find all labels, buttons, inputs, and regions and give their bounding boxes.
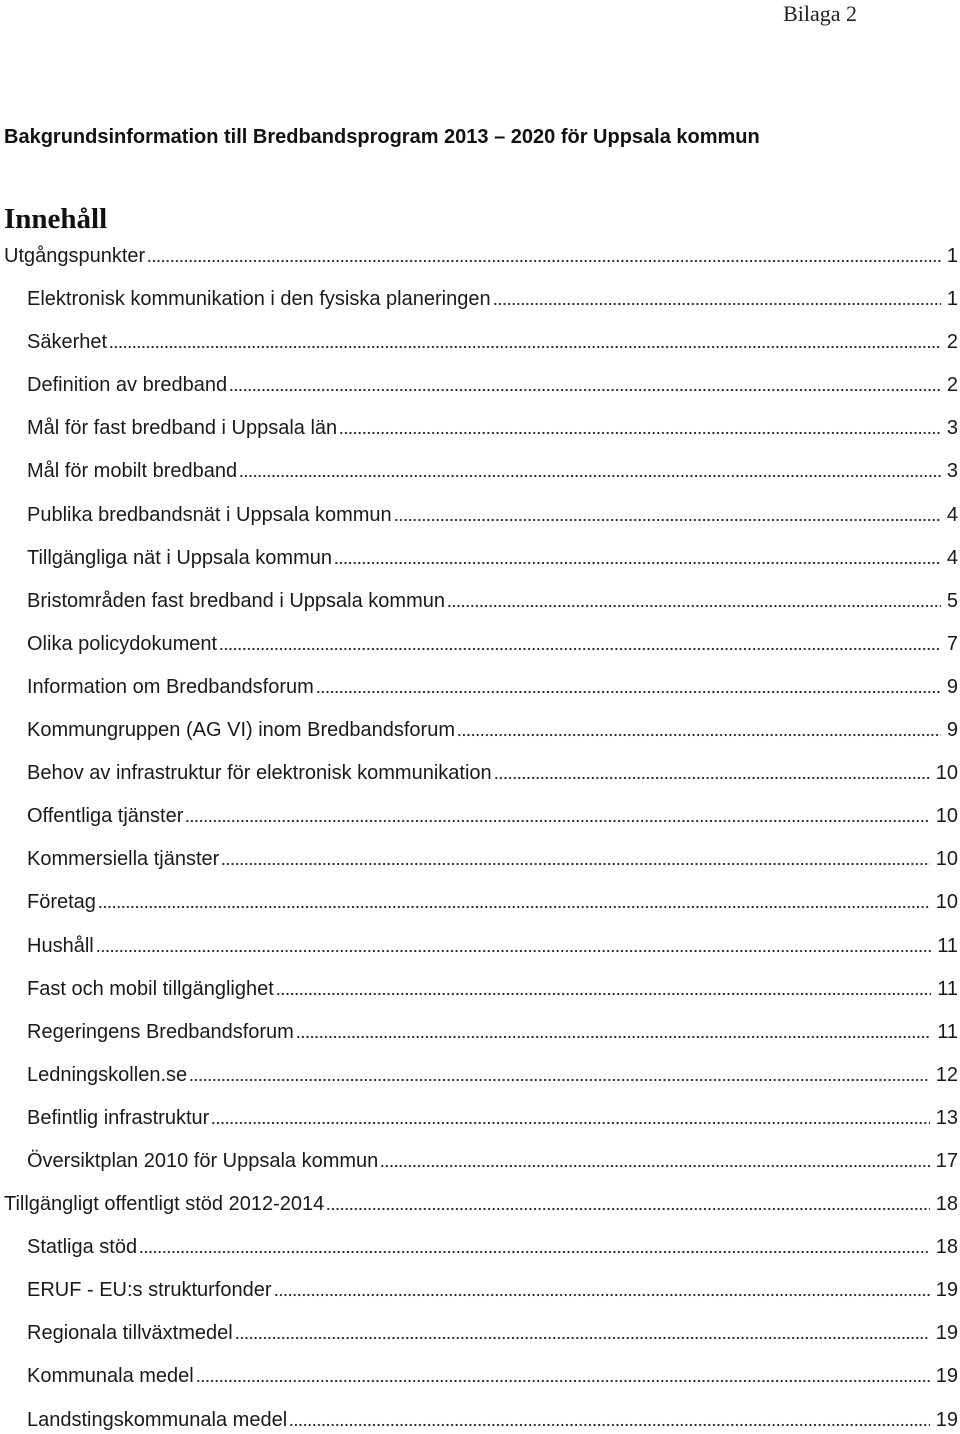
dot-leader bbox=[493, 302, 941, 306]
toc-entry[interactable] bbox=[0, 716, 960, 744]
toc-entry-page-number: 12 bbox=[935, 1063, 958, 1086]
toc-entry[interactable] bbox=[0, 1319, 960, 1347]
dot-leader bbox=[239, 474, 941, 478]
dot-leader bbox=[316, 690, 941, 694]
toc-entry-page-number: 13 bbox=[935, 1106, 958, 1129]
toc-entry-label: Definition av bredband bbox=[27, 374, 228, 397]
toc-entry-page-number: 19 bbox=[935, 1408, 958, 1431]
toc-entry-page-number: 10 bbox=[935, 762, 958, 785]
toc-entry[interactable] bbox=[0, 242, 960, 270]
attachment-label: Bilaga 2 bbox=[783, 1, 857, 26]
toc-entry-page-number: 3 bbox=[946, 460, 958, 483]
toc-entry[interactable] bbox=[0, 888, 960, 916]
toc-entry-page-number: 7 bbox=[946, 632, 958, 655]
toc-entry-page-number: 10 bbox=[935, 805, 958, 828]
toc-entry-page-number: 5 bbox=[946, 589, 958, 612]
toc-entry-page-number: 11 bbox=[937, 934, 958, 957]
dot-leader bbox=[447, 604, 941, 608]
toc-entry[interactable] bbox=[0, 1061, 960, 1089]
dot-leader bbox=[221, 862, 929, 866]
toc-entry-label: Säkerhet bbox=[27, 331, 108, 354]
dot-leader bbox=[109, 345, 941, 349]
dot-leader bbox=[494, 776, 930, 780]
dot-leader bbox=[235, 1336, 930, 1340]
toc-entry-label: Publika bredbandsnät i Uppsala kommun bbox=[27, 503, 392, 526]
dot-leader bbox=[380, 1164, 929, 1168]
toc-entry-label: Regeringens Bredbandsforum bbox=[27, 1020, 294, 1043]
toc-entry-label: Kommunala medel bbox=[27, 1365, 194, 1388]
toc-entry-page-number: 19 bbox=[935, 1322, 958, 1345]
toc-entry[interactable] bbox=[0, 501, 960, 529]
toc-entry[interactable] bbox=[0, 414, 960, 442]
toc-entry-label: ERUF - EU:s strukturfonder bbox=[27, 1279, 272, 1302]
dot-leader bbox=[211, 1121, 929, 1125]
toc-entry[interactable] bbox=[0, 1362, 960, 1390]
dot-leader bbox=[457, 733, 941, 737]
toc-entry-label: Hushåll bbox=[27, 934, 94, 957]
dot-leader bbox=[147, 259, 941, 263]
dot-leader bbox=[196, 1379, 930, 1383]
dot-leader bbox=[96, 949, 932, 953]
toc-entry[interactable] bbox=[0, 759, 960, 787]
toc-entry-label: Information om Bredbandsforum bbox=[27, 675, 314, 698]
dot-leader bbox=[98, 905, 930, 909]
toc-entry-page-number: 2 bbox=[946, 331, 958, 354]
toc-entry-page-number: 3 bbox=[946, 417, 958, 440]
toc-entry-label: Fast och mobil tillgänglighet bbox=[27, 977, 274, 1000]
toc-entry-label: Behov av infrastruktur för elektronisk kommunikation bbox=[27, 762, 492, 785]
toc-heading: Innehåll bbox=[4, 203, 108, 235]
dot-leader bbox=[339, 431, 941, 435]
dot-leader bbox=[326, 1207, 930, 1211]
dot-leader bbox=[394, 518, 941, 522]
document-title: Bakgrundsinformation till Bredbandsprogram 2013 – 2020 för Uppsala kommun bbox=[4, 126, 760, 148]
toc-entry[interactable] bbox=[0, 1018, 960, 1046]
toc-entry-label: Regionala tillväxtmedel bbox=[27, 1322, 233, 1345]
toc-entry-page-number: 9 bbox=[946, 675, 958, 698]
toc-entry-page-number: 4 bbox=[946, 546, 958, 569]
dot-leader bbox=[139, 1250, 930, 1254]
dot-leader bbox=[229, 388, 941, 392]
dot-leader bbox=[296, 1035, 931, 1039]
toc-entry-label: Bristområden fast bredband i Uppsala kommun bbox=[27, 589, 445, 612]
toc-entry-label: Tillgängligt offentligt stöd 2012-2014 bbox=[4, 1193, 325, 1216]
table-of-contents bbox=[0, 242, 960, 1434]
dot-leader bbox=[189, 1078, 930, 1082]
dot-leader bbox=[334, 561, 941, 565]
toc-entry-page-number: 10 bbox=[935, 848, 958, 871]
toc-entry[interactable] bbox=[0, 285, 960, 313]
toc-entry[interactable] bbox=[0, 673, 960, 701]
toc-entry[interactable] bbox=[0, 1233, 960, 1261]
dot-leader bbox=[219, 647, 941, 651]
toc-entry[interactable] bbox=[0, 1104, 960, 1132]
toc-entry-label: Översiktplan 2010 för Uppsala kommun bbox=[27, 1149, 379, 1172]
toc-entry-label: Landstingskommunala medel bbox=[27, 1408, 288, 1431]
toc-entry[interactable] bbox=[0, 328, 960, 356]
toc-entry-page-number: 19 bbox=[935, 1279, 958, 1302]
toc-entry-label: Offentliga tjänster bbox=[27, 805, 184, 828]
toc-entry[interactable] bbox=[0, 457, 960, 485]
dot-leader bbox=[289, 1423, 930, 1427]
toc-entry-label: Befintlig infrastruktur bbox=[27, 1106, 210, 1129]
toc-entry[interactable] bbox=[0, 1406, 960, 1434]
toc-entry-page-number: 1 bbox=[946, 245, 958, 267]
toc-entry-page-number: 19 bbox=[935, 1365, 958, 1388]
toc-entry-label: Kommersiella tjänster bbox=[27, 848, 220, 871]
toc-entry[interactable] bbox=[0, 1190, 960, 1218]
toc-entry-label: Företag bbox=[27, 891, 96, 914]
toc-entry-page-number: 1 bbox=[946, 288, 958, 311]
toc-entry-page-number: 18 bbox=[935, 1236, 958, 1259]
toc-entry-page-number: 17 bbox=[935, 1149, 958, 1172]
toc-entry-label: Mål för mobilt bredband bbox=[27, 460, 238, 483]
toc-entry-label: Tillgängliga nät i Uppsala kommun bbox=[27, 546, 332, 569]
toc-entry-page-number: 10 bbox=[935, 891, 958, 914]
toc-entry-page-number: 11 bbox=[937, 1020, 958, 1043]
dot-leader bbox=[276, 992, 931, 996]
toc-entry-label: Olika policydokument bbox=[27, 632, 218, 655]
toc-entry-page-number: 9 bbox=[946, 719, 958, 742]
toc-entry-label: Elektronisk kommunikation i den fysiska planeringen bbox=[27, 288, 491, 311]
toc-entry[interactable] bbox=[0, 1147, 960, 1175]
dot-leader bbox=[185, 819, 929, 823]
toc-entry-label: Statliga stöd bbox=[27, 1236, 138, 1259]
toc-entry-page-number: 2 bbox=[946, 374, 958, 397]
dot-leader bbox=[274, 1293, 930, 1297]
toc-entry-page-number: 18 bbox=[935, 1193, 958, 1216]
toc-entry-label: Ledningskollen.se bbox=[27, 1063, 188, 1086]
toc-entry-label: Utgångspunkter bbox=[4, 245, 146, 267]
toc-entry[interactable] bbox=[0, 544, 960, 572]
toc-entry-label: Kommungruppen (AG VI) inom Bredbandsforum bbox=[27, 719, 455, 742]
toc-entry[interactable] bbox=[0, 802, 960, 830]
toc-entry-page-number: 11 bbox=[937, 977, 958, 1000]
toc-entry[interactable] bbox=[0, 1276, 960, 1304]
toc-entry-page-number: 4 bbox=[946, 503, 958, 526]
toc-entry[interactable] bbox=[0, 587, 960, 615]
toc-entry[interactable] bbox=[0, 630, 960, 658]
toc-entry-label: Mål för fast bredband i Uppsala län bbox=[27, 417, 338, 440]
toc-entry[interactable] bbox=[0, 845, 960, 873]
toc-entry[interactable] bbox=[0, 371, 960, 399]
toc-entry[interactable] bbox=[0, 975, 960, 1003]
toc-entry[interactable] bbox=[0, 932, 960, 960]
